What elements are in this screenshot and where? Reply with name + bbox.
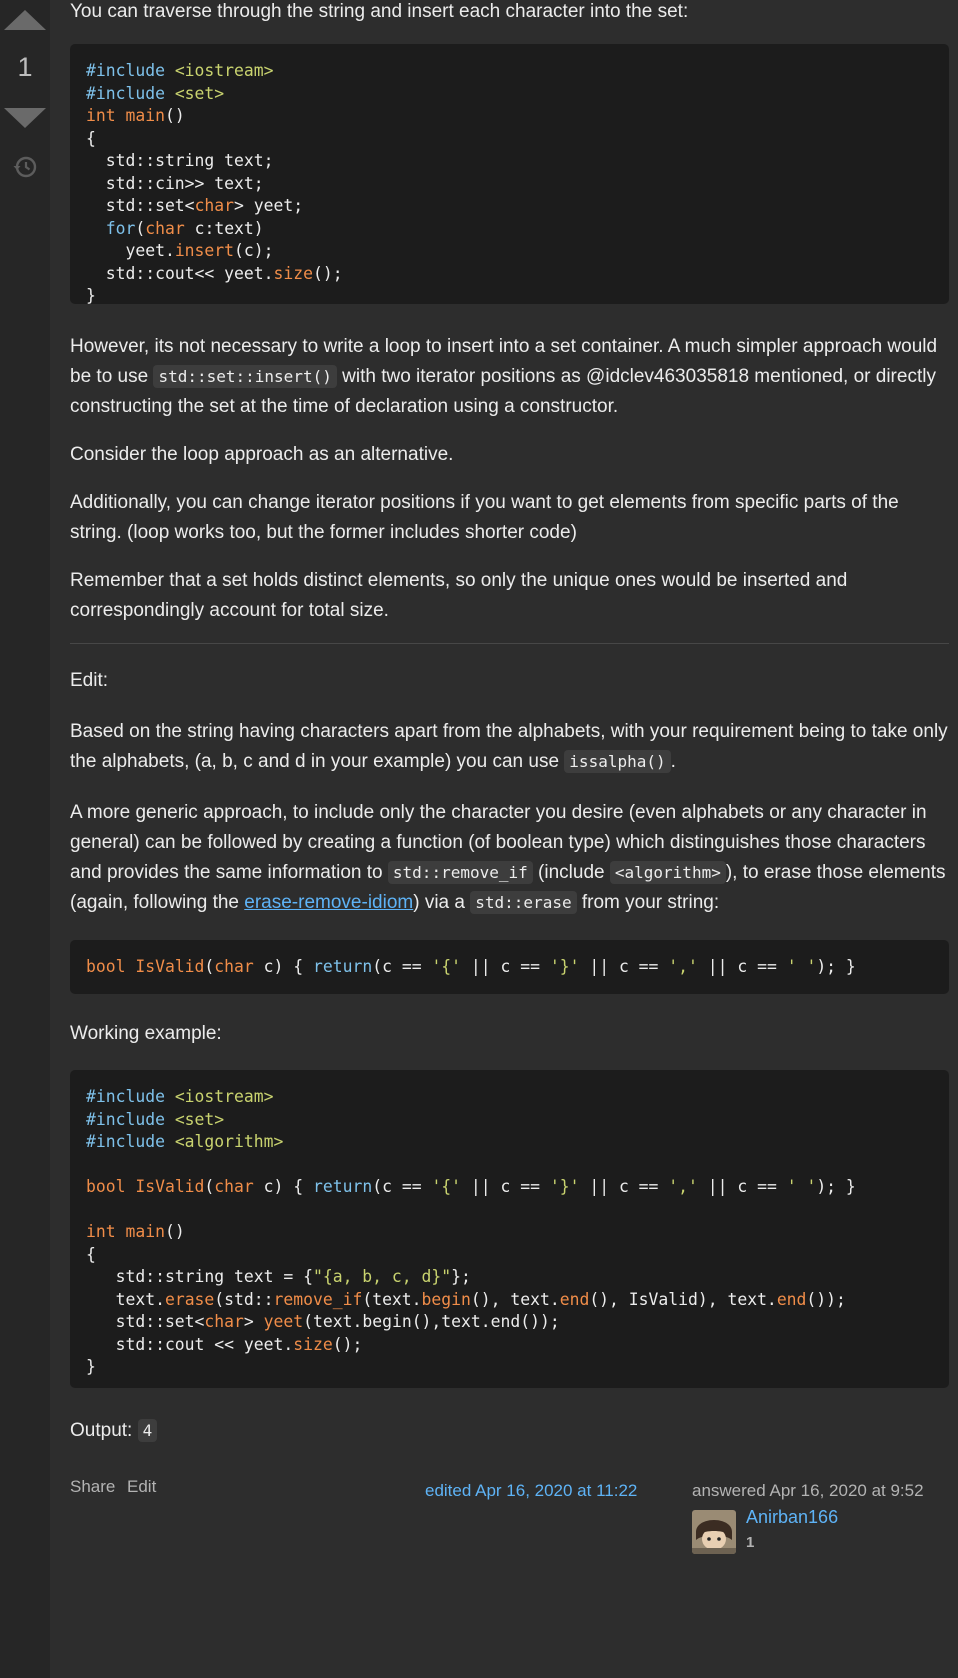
text-segment: (include bbox=[532, 862, 610, 883]
code-token: } bbox=[86, 286, 96, 304]
inline-code: std::set::insert() bbox=[153, 365, 336, 388]
code-token: std::cin>> text; bbox=[86, 173, 264, 193]
divider bbox=[70, 643, 949, 644]
code-token: char bbox=[214, 1177, 254, 1196]
code-token: c) { bbox=[253, 1177, 313, 1196]
text-segment: with two iterator positions as @idclev463035818 mentioned, or directly constructing the set at the time of declaration using a constructor. bbox=[70, 366, 936, 417]
code-token: '}' bbox=[549, 957, 580, 976]
code-token: (text. bbox=[362, 1289, 422, 1309]
code-token: ',' bbox=[668, 957, 698, 976]
paragraph-isalpha bbox=[70, 717, 949, 777]
avatar-image bbox=[692, 1510, 736, 1554]
code-token: IsValid bbox=[135, 957, 205, 976]
output-line bbox=[70, 1416, 949, 1446]
code-token: yeet bbox=[263, 1312, 304, 1331]
code-token: int bbox=[86, 1222, 126, 1241]
answered-timestamp: answered Apr 16, 2020 at 9:52 bbox=[692, 1481, 924, 1500]
output-label: Output: bbox=[70, 1420, 138, 1441]
code-token: ',' bbox=[668, 1177, 698, 1196]
code-token: bool bbox=[86, 1177, 136, 1196]
code-token: ' ' bbox=[786, 957, 817, 976]
code-block-isvalid bbox=[70, 940, 949, 994]
code-token: (); bbox=[332, 1334, 363, 1354]
text-segment: A more generic approach, to include only the character you desire (even alphabets or any character in general) can be followed by creating a function (of boolean type) which distinguishes those characters and provides the same information to bbox=[70, 802, 927, 883]
working-example-label: Working example: bbox=[70, 1023, 222, 1044]
code-token: (); bbox=[312, 263, 343, 283]
inline-code: std::remove_if bbox=[388, 861, 533, 884]
code-token: char bbox=[194, 196, 235, 215]
code-token: { bbox=[86, 1244, 96, 1264]
code-token: || c == bbox=[461, 957, 550, 976]
code-token: <algorithm> bbox=[174, 1132, 284, 1151]
code-token: (c == bbox=[372, 1177, 432, 1196]
code-token: char bbox=[204, 1312, 244, 1331]
code-token: ' ' bbox=[786, 1177, 817, 1196]
code-token: size bbox=[293, 1334, 333, 1354]
downvote-arrow-icon[interactable] bbox=[4, 108, 46, 128]
code-token: #include bbox=[86, 1109, 175, 1129]
paragraph-loop-alternative: Consider the loop approach as an alternative. bbox=[70, 444, 454, 465]
code-token: "{a, b, c, d}" bbox=[312, 1267, 452, 1286]
code-token: (c == bbox=[372, 957, 432, 976]
code-token: std::string text; bbox=[86, 151, 274, 170]
code-token: ); } bbox=[816, 957, 856, 976]
code-token: (), text. bbox=[470, 1289, 560, 1309]
paragraph-generic bbox=[70, 798, 949, 918]
edited-timestamp-link[interactable]: edited Apr 16, 2020 at 11:22 bbox=[425, 1481, 638, 1500]
code-token: (), IsValid), text. bbox=[589, 1289, 777, 1309]
code-token: } bbox=[86, 1357, 96, 1376]
code-token: end bbox=[559, 1289, 590, 1309]
code-token: c) { bbox=[253, 957, 313, 976]
code-token: || c == bbox=[579, 957, 669, 976]
code-token: { bbox=[86, 128, 96, 148]
code-token: () bbox=[164, 1222, 185, 1241]
code-token: return bbox=[313, 1177, 373, 1196]
edit-heading: Edit: bbox=[70, 670, 109, 691]
code-token: main bbox=[125, 106, 165, 125]
code-token: yeet. bbox=[86, 241, 175, 260]
inline-code: <algorithm> bbox=[610, 861, 726, 884]
code-token: erase bbox=[164, 1289, 215, 1309]
code-token: remove_if bbox=[273, 1289, 363, 1309]
code-token bbox=[86, 219, 106, 238]
code-token: char bbox=[145, 218, 185, 238]
code-token: std::set< bbox=[86, 1312, 205, 1331]
code-token: std::set< bbox=[86, 196, 195, 215]
post-footer bbox=[70, 1446, 949, 1556]
code-token: #include bbox=[86, 61, 175, 80]
code-token: || c == bbox=[697, 957, 787, 976]
code-token: }; bbox=[451, 1267, 471, 1286]
code-token: for bbox=[105, 218, 136, 238]
code-token: char bbox=[214, 957, 254, 976]
share-link[interactable]: Share bbox=[70, 1477, 116, 1496]
code-token: ( bbox=[204, 1177, 215, 1196]
edit-link[interactable]: Edit bbox=[127, 1477, 157, 1496]
code-token: <set> bbox=[174, 83, 225, 103]
code-token: || c == bbox=[579, 1177, 669, 1196]
user-avatar[interactable] bbox=[692, 1510, 736, 1554]
inline-code: issalpha() bbox=[564, 750, 670, 773]
code-token: <iostream> bbox=[174, 1087, 274, 1106]
code-token: (c); bbox=[234, 241, 274, 260]
output-value: 4 bbox=[138, 1419, 158, 1442]
intro-text: You can traverse through the string and insert each character into the set: bbox=[70, 1, 689, 22]
code-token: insert bbox=[174, 241, 235, 260]
code-token: (std:: bbox=[214, 1289, 274, 1309]
code-token: '}' bbox=[549, 1177, 580, 1196]
erase-remove-idiom-link[interactable]: erase-remove-idiom bbox=[244, 892, 414, 913]
code-token: std::cout << yeet. bbox=[86, 1334, 294, 1354]
code-token: #include bbox=[86, 83, 175, 103]
paragraph-insert bbox=[70, 332, 949, 422]
text-segment: ), to erase those elements (again, following the bbox=[70, 862, 946, 913]
code-token: (text.begin(),text.end()); bbox=[303, 1312, 560, 1331]
code-token: <set> bbox=[174, 1109, 225, 1129]
code-token: || c == bbox=[697, 1177, 787, 1196]
text-segment: Based on the string having characters apart from the alphabets, with your requirement being to take only the alphabets, (a, b, c and d in your example) you can use bbox=[70, 721, 948, 772]
code-token: ()); bbox=[806, 1289, 846, 1309]
code-token: int bbox=[86, 106, 126, 125]
text-segment: from your string: bbox=[576, 892, 720, 913]
text-segment: ) via a bbox=[413, 892, 471, 913]
history-icon[interactable] bbox=[12, 154, 38, 180]
code-token: > bbox=[243, 1312, 264, 1331]
upvote-arrow-icon[interactable] bbox=[4, 10, 46, 30]
code-token: '{' bbox=[431, 1177, 462, 1196]
code-token: > yeet; bbox=[234, 196, 304, 215]
code-token: '{' bbox=[431, 957, 462, 976]
code-token: || c == bbox=[461, 1177, 550, 1196]
text-segment: . bbox=[670, 751, 676, 772]
code-token: #include bbox=[86, 1087, 175, 1106]
code-block-working bbox=[70, 1070, 949, 1388]
code-token: end bbox=[776, 1289, 807, 1309]
text-segment: However, its not necessary to write a loop to insert into a set container. A much simpler approach would be to use bbox=[70, 336, 938, 387]
code-token: #include bbox=[86, 1132, 175, 1151]
code-token: bool bbox=[86, 957, 136, 976]
vote-count: 1 bbox=[17, 52, 33, 82]
code-token: begin bbox=[421, 1289, 471, 1309]
vote-column bbox=[0, 0, 50, 1678]
username-link[interactable]: Anirban166 bbox=[746, 1507, 839, 1527]
inline-code: std::erase bbox=[470, 891, 576, 914]
reputation: 1 bbox=[746, 1534, 755, 1551]
code-token: c:text) bbox=[184, 218, 264, 238]
paragraph-distinct: Remember that a set holds distinct elements, so only the unique ones would be inserted and correspondingly account for total size. bbox=[70, 570, 848, 621]
code-token: size bbox=[273, 263, 313, 283]
code-token: IsValid bbox=[135, 1177, 205, 1196]
code-token: ( bbox=[135, 218, 146, 238]
code-token: std::cout<< yeet. bbox=[86, 263, 274, 283]
code-token: text. bbox=[86, 1289, 165, 1309]
paragraph-iterator: Additionally, you can change iterator positions if you want to get elements from specific parts of the string. (loop works too, but the former includes shorter code) bbox=[70, 492, 899, 543]
code-token: ( bbox=[204, 957, 215, 976]
answer-body bbox=[70, 0, 949, 1556]
code-block-loop bbox=[70, 44, 949, 304]
code-token: main bbox=[125, 1222, 165, 1241]
code-token: () bbox=[164, 106, 185, 125]
code-token: return bbox=[313, 957, 373, 976]
code-token: ); } bbox=[816, 1177, 856, 1196]
code-token: std::string text = { bbox=[86, 1267, 313, 1286]
code-token: <iostream> bbox=[174, 61, 274, 80]
